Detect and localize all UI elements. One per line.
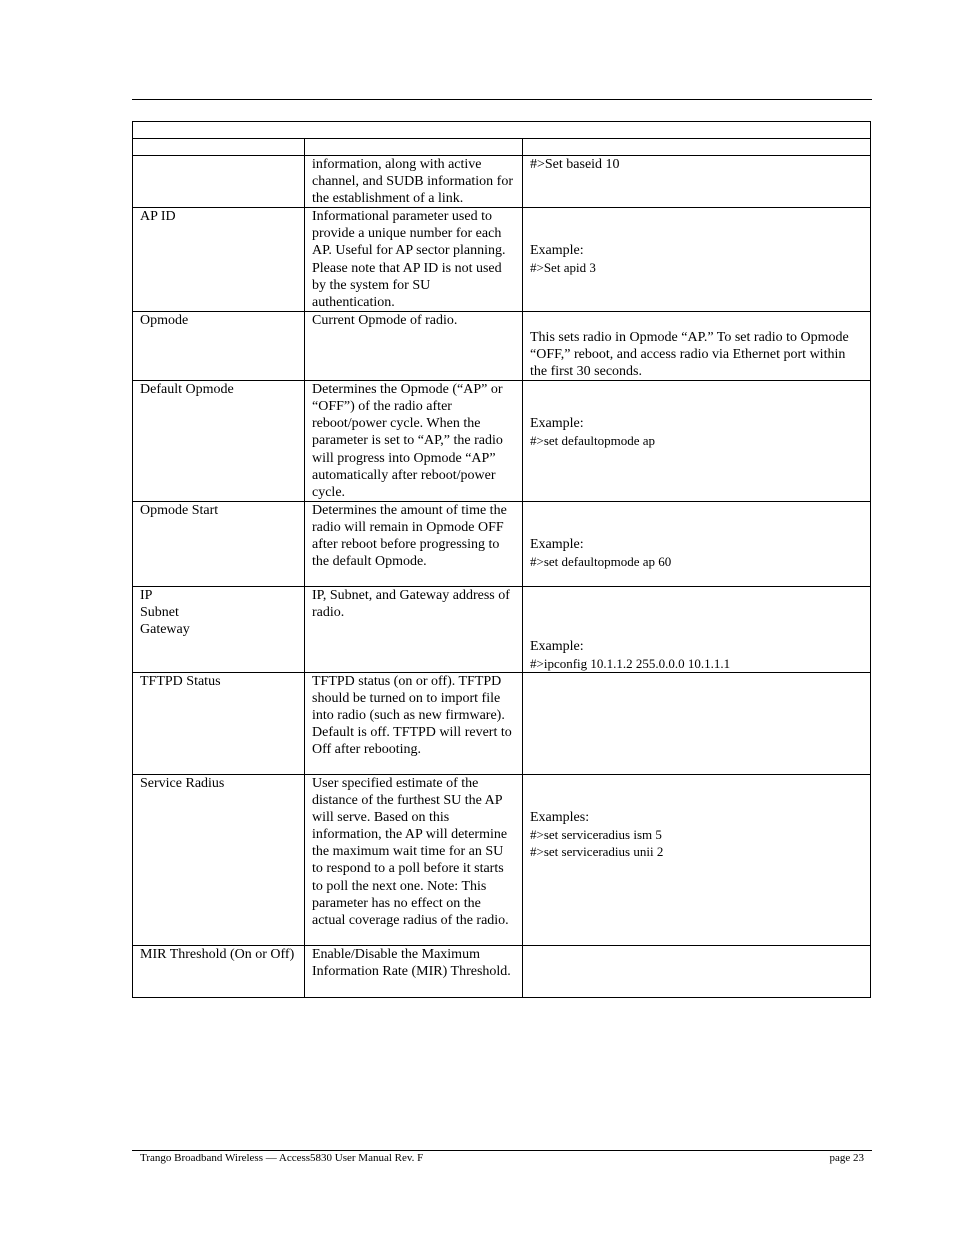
cmd-cell: [523, 774, 871, 945]
param-cell: Opmode Start: [133, 501, 305, 586]
footer-rule: [132, 1150, 872, 1151]
desc-cell: Determines the Opmode (“AP” or “OFF”) of the radio after reboot/power cycle. When the parameter is set to “AP,” the radio will progress into Opmode “AP” automatically after reboot/power cycle.: [305, 381, 523, 502]
parameter-table: [132, 121, 870, 998]
cmd-cell: [523, 501, 871, 586]
param-cell: MIR Threshold (On or Off): [133, 945, 305, 997]
desc-cell: information, along with active channel, and SUDB information for the establishment of a link.: [305, 156, 523, 208]
cmd-prefix: Example:: [530, 416, 584, 432]
table-row: [133, 774, 871, 945]
cmd-cell: [523, 311, 871, 380]
desc-cell: Informational parameter used to provide a unique number for each AP. Useful for AP sector planning. Please note that AP ID is not used by the system for SU authentication.: [305, 208, 523, 312]
param-cell: Default Opmode: [133, 381, 305, 502]
cmd-code: #>set defaultopmode ap 60: [530, 553, 672, 569]
footer-title: Trango Broadband Wireless — Access5830 User Manual Rev. F: [140, 1152, 424, 1164]
cmd-code: #>Set baseid 10: [530, 157, 620, 172]
param-cell: Service Radius: [133, 774, 305, 945]
cmd-prefix: This sets radio in Opmode “AP.” To set radio to Opmode “OFF,” reboot, and access radio via Ethernet port within the first 30 seconds.: [530, 329, 849, 380]
header-rule: [132, 99, 872, 100]
desc-cell: IP, Subnet, and Gateway address of radio.: [305, 586, 523, 672]
cmd-code: #>set serviceradius unii 2: [530, 844, 664, 860]
table-row: [133, 586, 871, 672]
cmd-prefix: Example:: [530, 243, 584, 259]
param-cell: Opmode: [133, 311, 305, 380]
page-number: page 23: [829, 1152, 864, 1164]
table-row: [133, 672, 871, 774]
desc-cell: Enable/Disable the Maximum Information Rate (MIR) Threshold.: [305, 945, 523, 997]
param-cell: [133, 156, 305, 208]
cmd-cell: [523, 208, 871, 312]
cmd-prefix: Example:: [530, 638, 584, 654]
cmd-code: #>set serviceradius ism 5: [530, 827, 662, 843]
table-row: [133, 311, 871, 380]
table-row: [133, 945, 871, 997]
cmd-cell: [523, 945, 871, 997]
cmd-prefix: Examples:: [530, 809, 590, 825]
table-row: [133, 156, 871, 208]
desc-cell: Current Opmode of radio.: [305, 311, 523, 380]
desc-cell: User specified estimate of the distance of the furthest SU the AP will serve. Based on this information, the AP will determine the maximum wait time for an SU to respond to a poll before it starts to poll the next one. Note: This parameter has no effect on the actual coverage radius of the radio.: [305, 774, 523, 945]
desc-cell: Determines the amount of time the radio will remain in Opmode OFF after reboot before progressing to the default Opmode.: [305, 501, 523, 586]
cmd-code: #>set defaultopmode ap: [530, 433, 656, 449]
cmd-cell: [523, 156, 871, 208]
cmd-prefix: Example:: [530, 536, 584, 552]
table-header-row: [133, 139, 871, 156]
table-row: [133, 208, 871, 312]
cmd-cell: [523, 586, 871, 672]
table-title-row: [133, 122, 871, 139]
desc-cell: TFTPD status (on or off). TFTPD should be turned on to import file into radio (such as new firmware). Default is off. TFTPD will revert to Off after rebooting.: [305, 672, 523, 774]
table-row: [133, 381, 871, 502]
cmd-code: #>ipconfig 10.1.1.2 255.0.0.0 10.1.1.1: [530, 655, 731, 671]
cmd-cell: [523, 381, 871, 502]
param-cell: TFTPD Status: [133, 672, 305, 774]
table-row: [133, 501, 871, 586]
param-cell: IP Subnet Gateway: [133, 586, 305, 672]
cmd-code: #>Set apid 3: [530, 260, 596, 276]
cmd-cell: [523, 672, 871, 774]
param-cell: AP ID: [133, 208, 305, 312]
